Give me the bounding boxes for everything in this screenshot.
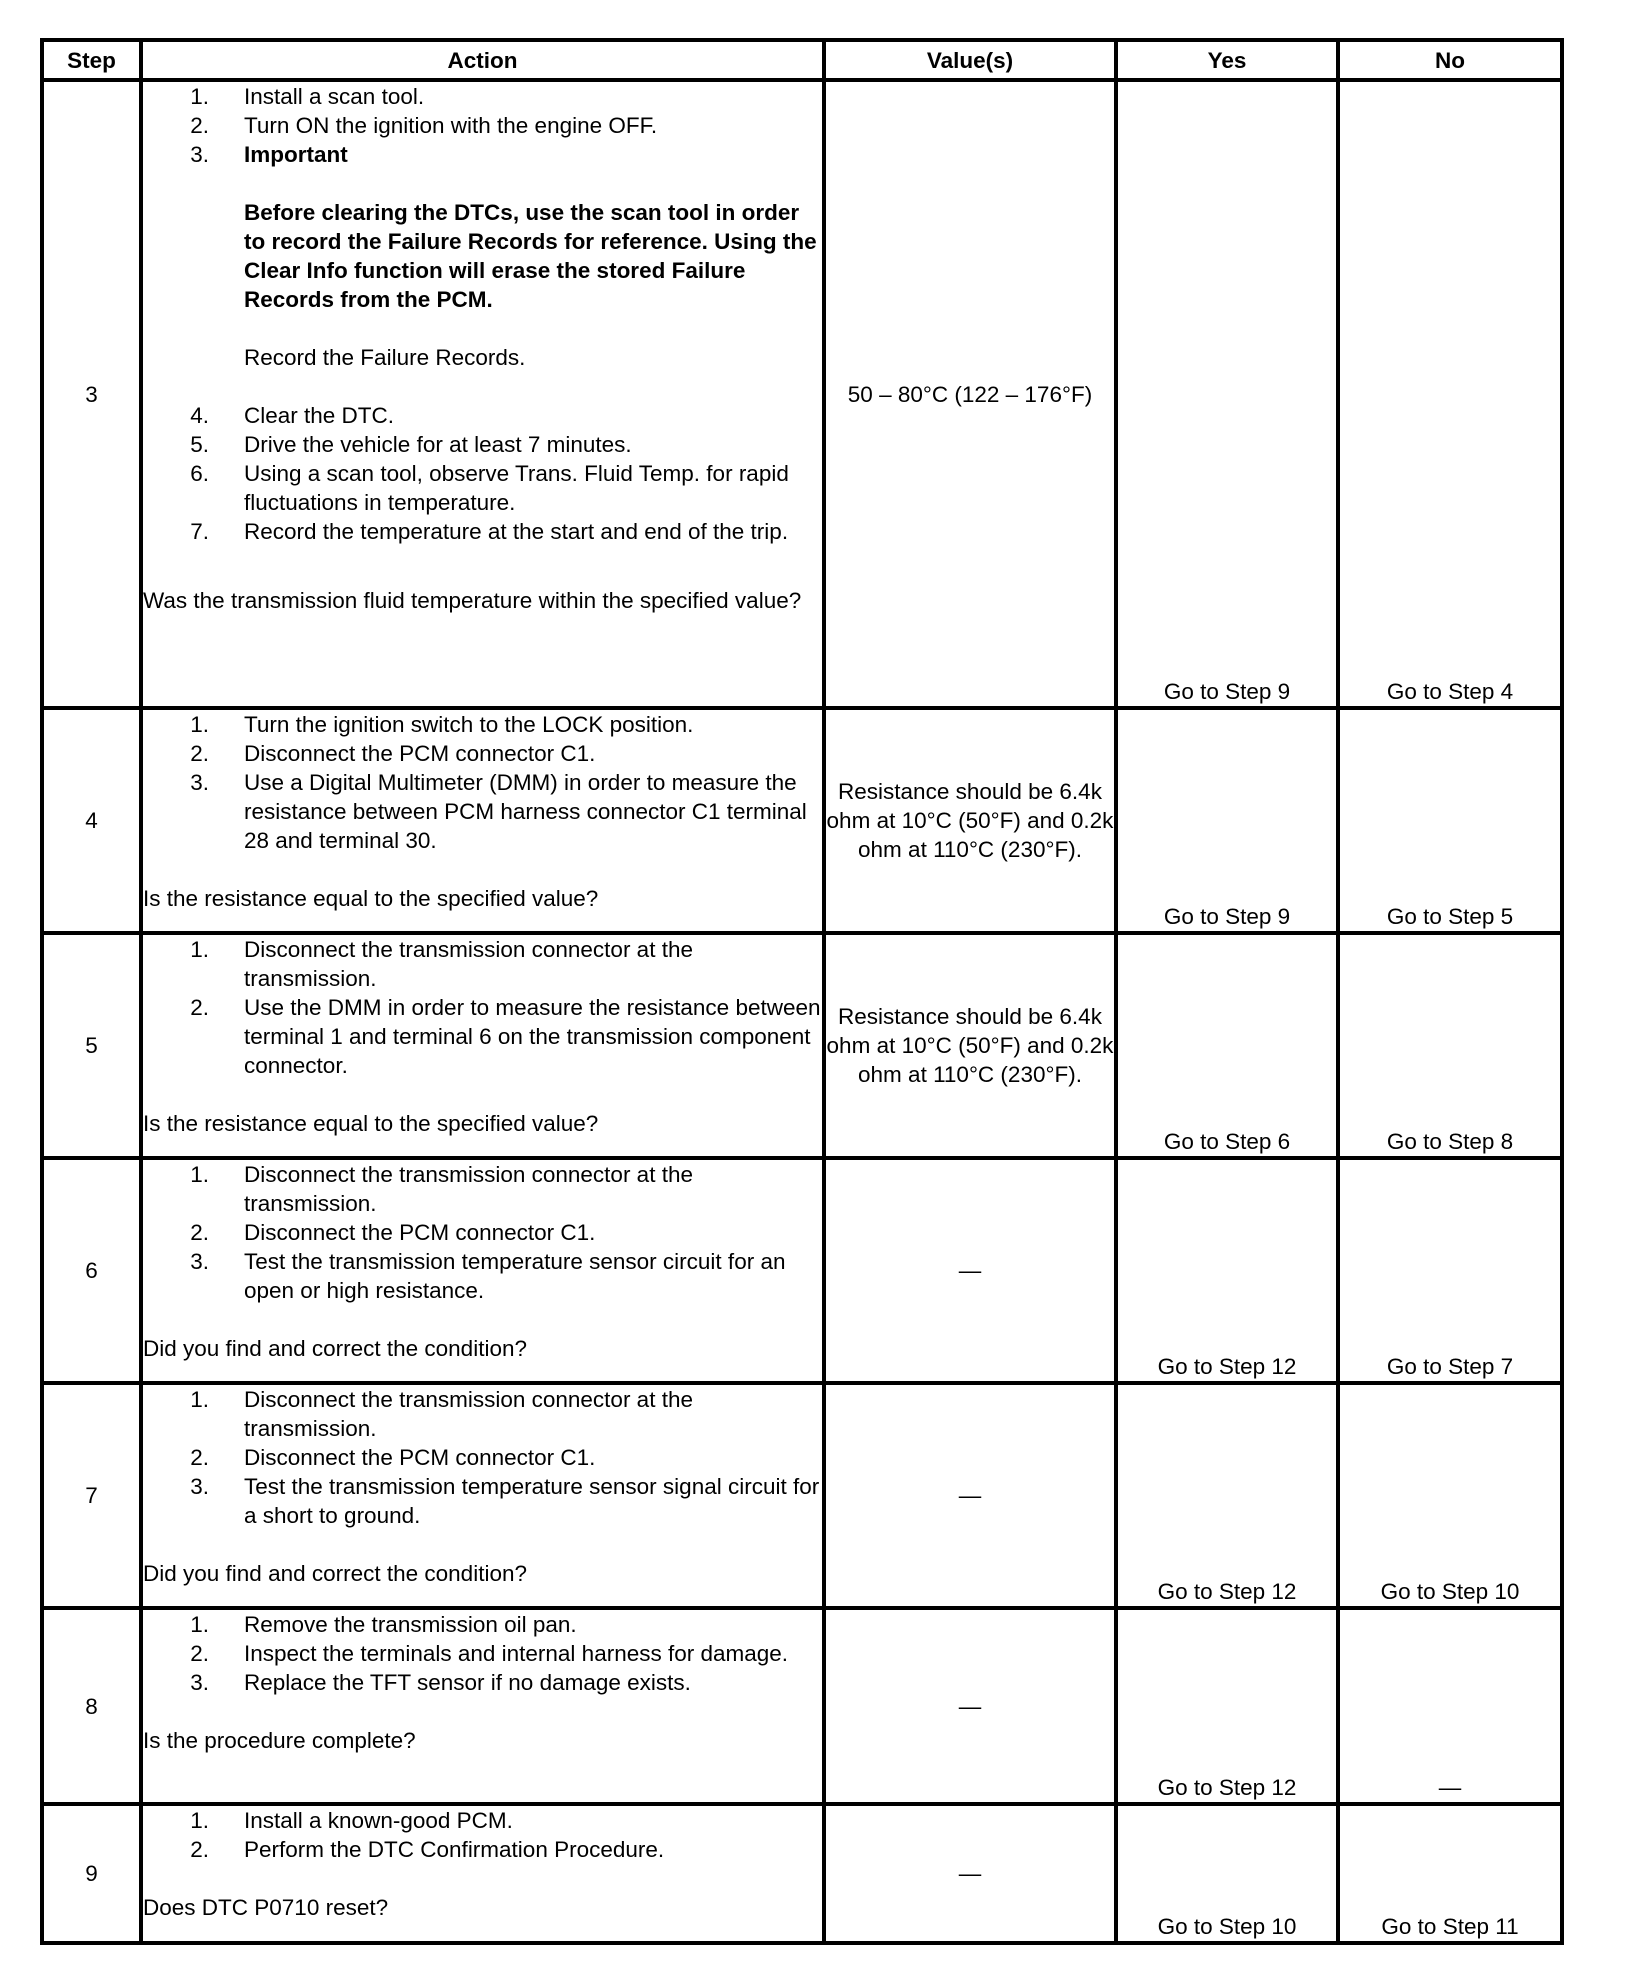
item-text: Disconnect the PCM connector C1.	[244, 1445, 596, 1470]
action-list	[143, 935, 822, 1080]
item-number: 1.	[190, 937, 209, 962]
step-number: 9	[42, 1804, 141, 1943]
item-text: Install a known-good PCM.	[244, 1808, 513, 1833]
question-text: Is the procedure complete?	[143, 1728, 416, 1753]
header-step: Step	[42, 40, 141, 80]
item-text: Using a scan tool, observe Trans. Fluid Temp. for rapid fluctuations in temperature.	[244, 461, 789, 515]
table-row-step-8	[42, 1608, 1562, 1804]
value-cell: Resistance should be 6.4k ohm at 10°C (50°F) and 0.2k ohm at 110°C (230°F).	[824, 933, 1116, 1158]
item-number: 3.	[190, 1249, 209, 1274]
table-row-step-9	[42, 1804, 1562, 1943]
yes-cell: Go to Step 6	[1116, 933, 1338, 1158]
step-number: 3	[42, 80, 141, 708]
item-number: 1.	[190, 1808, 209, 1833]
step-number: 6	[42, 1158, 141, 1383]
action-cell	[141, 80, 824, 708]
item-number: 3.	[190, 142, 209, 167]
item-number: 1.	[190, 1612, 209, 1637]
list-item	[143, 1806, 822, 1835]
step-number: 5	[42, 933, 141, 1158]
item-text: Disconnect the transmission connector at the transmission.	[244, 937, 693, 991]
item-text: Install a scan tool.	[244, 84, 425, 109]
item-number: 3.	[190, 1474, 209, 1499]
list-item	[143, 1443, 822, 1472]
list-item	[143, 1610, 822, 1639]
item-text: Turn the ignition switch to the LOCK position.	[244, 712, 694, 737]
table-row-step-3	[42, 80, 1562, 708]
item-number: 2.	[190, 741, 209, 766]
no-cell: Go to Step 5	[1338, 708, 1562, 933]
action-cell	[141, 708, 824, 933]
yes-cell: Go to Step 12	[1116, 1383, 1338, 1608]
list-item	[143, 935, 822, 993]
action-list	[143, 1806, 822, 1864]
value-cell: Resistance should be 6.4k ohm at 10°C (50°F) and 0.2k ohm at 110°C (230°F).	[824, 708, 1116, 933]
header-yes: Yes	[1116, 40, 1338, 80]
list-item	[143, 430, 822, 459]
question-text: Did you find and correct the condition?	[143, 1561, 527, 1586]
list-item	[143, 710, 822, 739]
record-text: Record the Failure Records.	[244, 345, 526, 370]
list-item	[143, 993, 822, 1080]
list-item	[143, 1472, 822, 1530]
question-text: Is the resistance equal to the specified value?	[143, 1111, 599, 1136]
list-item	[143, 1835, 822, 1864]
list-item	[143, 1247, 822, 1305]
item-number: 1.	[190, 712, 209, 737]
value-cell: —	[824, 1804, 1116, 1943]
diagnostic-table	[40, 38, 1564, 1945]
item-number: 2.	[190, 113, 209, 138]
item-text: Use a Digital Multimeter (DMM) in order to measure the resistance between PCM harness connector C1 terminal 28 and terminal 30.	[244, 770, 807, 853]
question-text: Was the transmission fluid temperature within the specified value?	[143, 588, 802, 613]
item-number: 3.	[190, 770, 209, 795]
yes-cell: Go to Step 12	[1116, 1608, 1338, 1804]
step-number: 8	[42, 1608, 141, 1804]
list-item	[143, 401, 822, 430]
item-number: 4.	[190, 403, 209, 428]
question-text: Is the resistance equal to the specified value?	[143, 886, 599, 911]
item-number: 6.	[190, 461, 209, 486]
yes-cell: Go to Step 9	[1116, 80, 1338, 708]
value-cell: —	[824, 1383, 1116, 1608]
item-number: 2.	[190, 1641, 209, 1666]
item-number: 3.	[190, 1670, 209, 1695]
item-number: 7.	[190, 519, 209, 544]
item-number: 5.	[190, 432, 209, 457]
list-item	[143, 517, 822, 546]
important-title: Important	[244, 142, 348, 167]
list-item	[143, 739, 822, 768]
item-number: 2.	[190, 1220, 209, 1245]
step-number: 4	[42, 708, 141, 933]
yes-cell: Go to Step 12	[1116, 1158, 1338, 1383]
value-cell: —	[824, 1158, 1116, 1383]
item-text: Disconnect the transmission connector at the transmission.	[244, 1162, 693, 1216]
no-cell: Go to Step 4	[1338, 80, 1562, 708]
table-row-step-7	[42, 1383, 1562, 1608]
action-cell	[141, 1383, 824, 1608]
table-row-step-4	[42, 708, 1562, 933]
list-item	[143, 1218, 822, 1247]
item-text: Remove the transmission oil pan.	[244, 1612, 577, 1637]
table-row-step-5	[42, 933, 1562, 1158]
item-text: Record the temperature at the start and end of the trip.	[244, 519, 789, 544]
header-no: No	[1338, 40, 1562, 80]
no-cell: Go to Step 8	[1338, 933, 1562, 1158]
item-text: Use the DMM in order to measure the resistance between terminal 1 and terminal 6 on the transmission component connector.	[244, 995, 821, 1078]
item-number: 2.	[190, 1837, 209, 1862]
header-row	[42, 40, 1562, 80]
list-item	[143, 1668, 822, 1697]
item-text: Drive the vehicle for at least 7 minutes.	[244, 432, 632, 457]
table-row-step-6	[42, 1158, 1562, 1383]
value-cell: 50 – 80°C (122 – 176°F)	[824, 80, 1116, 708]
item-number: 1.	[190, 1162, 209, 1187]
action-cell	[141, 1608, 824, 1804]
item-number: 2.	[190, 995, 209, 1020]
no-cell: Go to Step 7	[1338, 1158, 1562, 1383]
action-cell	[141, 1804, 824, 1943]
item-text: Test the transmission temperature sensor circuit for an open or high resistance.	[244, 1249, 786, 1303]
list-item	[143, 1160, 822, 1218]
item-text: Disconnect the PCM connector C1.	[244, 1220, 596, 1245]
action-list	[143, 1610, 822, 1697]
action-list	[143, 82, 822, 546]
question-text: Does DTC P0710 reset?	[143, 1895, 389, 1920]
step-number: 7	[42, 1383, 141, 1608]
item-text: Perform the DTC Confirmation Procedure.	[244, 1837, 665, 1862]
list-item	[143, 111, 822, 140]
item-number: 1.	[190, 84, 209, 109]
important-text: Before clearing the DTCs, use the scan tool in order to record the Failure Records for reference. Using the Clear Info function will erase the stored Failure Records from the PCM.	[244, 200, 817, 312]
yes-cell: Go to Step 10	[1116, 1804, 1338, 1943]
action-list	[143, 1385, 822, 1530]
item-number: 1.	[190, 1387, 209, 1412]
list-item	[143, 82, 822, 111]
action-cell	[141, 933, 824, 1158]
header-values: Value(s)	[824, 40, 1116, 80]
item-text: Replace the TFT sensor if no damage exists.	[244, 1670, 691, 1695]
action-list	[143, 710, 822, 855]
value-cell: —	[824, 1608, 1116, 1804]
item-text: Inspect the terminals and internal harness for damage.	[244, 1641, 789, 1666]
item-text: Turn ON the ignition with the engine OFF.	[244, 113, 658, 138]
item-number: 2.	[190, 1445, 209, 1470]
list-item	[143, 1639, 822, 1668]
list-item	[143, 459, 822, 517]
item-text: Clear the DTC.	[244, 403, 395, 428]
question-text: Did you find and correct the condition?	[143, 1336, 527, 1361]
no-cell: Go to Step 10	[1338, 1383, 1562, 1608]
yes-cell: Go to Step 9	[1116, 708, 1338, 933]
action-list	[143, 1160, 822, 1305]
important-block	[244, 140, 822, 401]
action-cell	[141, 1158, 824, 1383]
list-item	[143, 1385, 822, 1443]
list-item	[143, 768, 822, 855]
item-text: Disconnect the PCM connector C1.	[244, 741, 596, 766]
header-action: Action	[141, 40, 824, 80]
list-item	[143, 140, 822, 401]
item-text: Disconnect the transmission connector at the transmission.	[244, 1387, 693, 1441]
no-cell: —	[1338, 1608, 1562, 1804]
item-text: Test the transmission temperature sensor signal circuit for a short to ground.	[244, 1474, 820, 1528]
no-cell: Go to Step 11	[1338, 1804, 1562, 1943]
